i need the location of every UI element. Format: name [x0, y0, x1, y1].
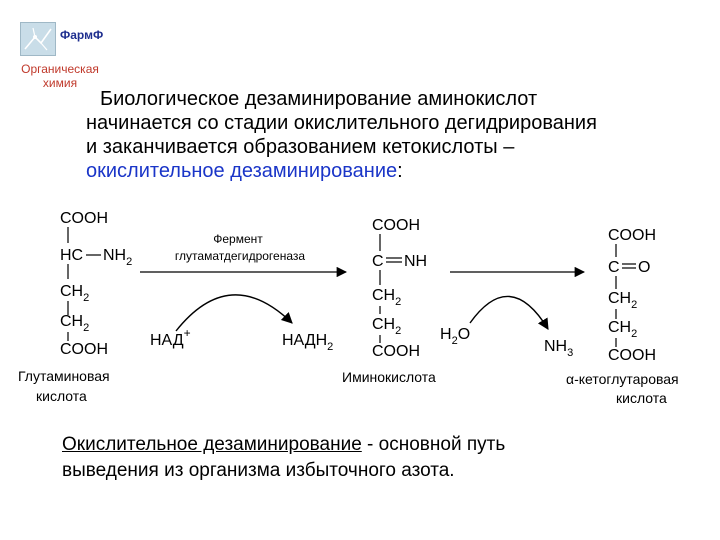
keto-row-1: COOH [608, 227, 656, 244]
glu-row-2-right: $NH_2$ [103, 247, 133, 268]
glu-row-4: $CH_2$ [60, 313, 90, 334]
subject-line-1: Органическая [21, 62, 99, 76]
reaction-scheme [0, 205, 720, 410]
imino-row-1: COOH [372, 217, 420, 234]
keto-row-5: COOH [608, 347, 656, 364]
glu-row-5: COOH [60, 341, 108, 358]
subject-label [6, 62, 114, 90]
conclusion-line-2: выведения из организма избыточного азота. [62, 460, 455, 481]
keto-row-3: $CH_2$ [608, 290, 638, 311]
imino-row-2-left: C [372, 253, 384, 270]
enzyme-label: Фермент [213, 232, 263, 246]
conclusion-rest: - основной путь [361, 434, 506, 455]
imino-name: Иминокислота [342, 369, 436, 385]
conclusion-paragraph [62, 432, 712, 484]
hydrolysis-arc [470, 296, 548, 329]
intro-paragraph [86, 87, 716, 183]
intro-line-4 [86, 159, 716, 183]
conclusion-line-1 [62, 432, 712, 458]
keto-row-2-left: C [608, 259, 620, 276]
intro-line-3: и заканчивается образованием кетокислоты – [86, 136, 515, 158]
ketoglutarate-structure [608, 227, 656, 364]
keto-name-line-2: кислота [616, 390, 667, 406]
imino-row-2-right: NH [404, 253, 428, 270]
glu-row-3: $CH_2$ [60, 283, 90, 304]
keto-row-4: $CH_2$ [608, 319, 638, 340]
intro-term-suffix: : [397, 160, 403, 182]
ammonia-label: $NH_3$ [544, 338, 574, 359]
cofactor-out: $НАДН_2$ [282, 332, 334, 353]
keto-row-2-right: O [638, 259, 651, 276]
glu-row-1: COOH [60, 210, 108, 227]
enzyme-name: глутаматдегидрогеназа [174, 249, 306, 263]
water-label: $H_2O$ [440, 326, 471, 347]
conclusion-term: Окислительное дезаминирование [62, 434, 362, 455]
cofactor-arc [176, 295, 292, 331]
imino-row-5: COOH [372, 343, 420, 360]
intro-line-1: Биологическое дезаминирование аминокислот [100, 88, 538, 110]
iminoacid-structure [372, 217, 427, 360]
subject-line-2: химия [42, 76, 78, 90]
glu-row-2-left: HC [60, 247, 84, 264]
intro-term: окислительное дезаминирование [86, 160, 398, 182]
cofactor-in: НАД+ [150, 326, 191, 349]
brand-name: ФармФ [60, 28, 104, 42]
glu-name-line-2: кислота [36, 388, 87, 404]
logo-icon [20, 22, 56, 56]
glu-name-line-1: Глутаминовая [18, 368, 110, 384]
keto-name-line-1: α-кетоглутаровая [566, 371, 679, 387]
intro-line-2: начинается со стадии окислительного дегидрирования [86, 112, 597, 134]
imino-row-4: $CH_2$ [372, 316, 402, 337]
glutamic-acid-structure [60, 210, 132, 358]
imino-row-3: $CH_2$ [372, 287, 402, 308]
